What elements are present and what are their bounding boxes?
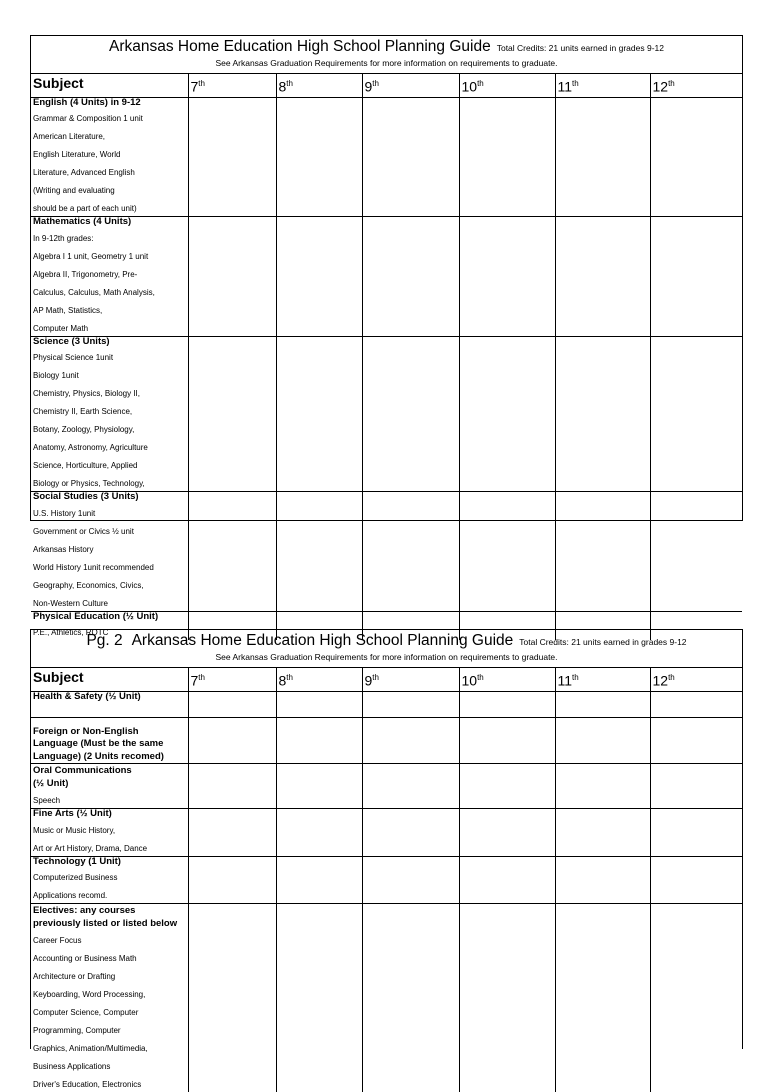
planning-guide-page-1: [30, 35, 743, 638]
grade-header: 7th: [188, 668, 276, 691]
grade-header: 8th: [276, 668, 362, 691]
table-row: [31, 217, 742, 337]
subject-cell: Science (3 Units) Physical Science 1unit Biology 1unit Chemistry, Physics, Biology II, Chemistry II, Earth Science, Botany, Zoology, Physiology, Anatomy, Astronomy, Agriculture Science, Horticulture, Applied Biology or Physics, Technology,: [31, 336, 188, 492]
grade-entry-cell[interactable]: [362, 217, 459, 337]
grade-entry-cell[interactable]: [362, 492, 459, 612]
grade-header: 11th: [555, 74, 650, 97]
subject-header: Subject: [31, 74, 188, 97]
table-row: [31, 809, 742, 857]
grade-entry-cell[interactable]: [276, 809, 362, 857]
grade-entry-cell[interactable]: [459, 217, 555, 337]
grade-entry-cell[interactable]: [555, 217, 650, 337]
grade-entry-cell[interactable]: [188, 217, 276, 337]
grade-entry-cell[interactable]: [555, 764, 650, 809]
grade-entry-cell[interactable]: [650, 97, 742, 217]
grade-header: 12th: [650, 668, 742, 691]
planning-guide-page-2: [30, 629, 743, 1090]
grade-header: 9th: [362, 668, 459, 691]
grade-entry-cell[interactable]: [555, 856, 650, 904]
table-row: [31, 717, 742, 764]
subject-cell: Foreign or Non-English Language (Must be the same Language) (2 Units recomed): [31, 717, 188, 764]
grade-entry-cell[interactable]: [459, 764, 555, 809]
table-header-row: [31, 74, 742, 97]
grade-entry-cell[interactable]: [188, 764, 276, 809]
grade-entry-cell[interactable]: [459, 856, 555, 904]
table-row: [31, 764, 742, 809]
grade-entry-cell[interactable]: [459, 97, 555, 217]
grade-entry-cell[interactable]: [459, 904, 555, 1092]
grade-header: 12th: [650, 74, 742, 97]
grade-entry-cell[interactable]: [276, 717, 362, 764]
grade-entry-cell[interactable]: [188, 809, 276, 857]
grade-entry-cell[interactable]: [555, 492, 650, 612]
grade-entry-cell[interactable]: [650, 717, 742, 764]
grade-entry-cell[interactable]: [555, 809, 650, 857]
grade-entry-cell[interactable]: [650, 809, 742, 857]
table-row: [31, 904, 742, 1092]
grade-entry-cell[interactable]: [459, 691, 555, 717]
page-subtitle: See Arkansas Graduation Requirements for more information on requirements to graduate.: [215, 652, 558, 662]
grade-entry-cell[interactable]: [362, 97, 459, 217]
grade-entry-cell[interactable]: [188, 856, 276, 904]
grade-entry-cell[interactable]: [188, 492, 276, 612]
table-row: [31, 492, 742, 612]
grade-entry-cell[interactable]: [188, 717, 276, 764]
grade-entry-cell[interactable]: [362, 904, 459, 1092]
grade-entry-cell[interactable]: [276, 856, 362, 904]
grade-header: 10th: [459, 74, 555, 97]
subject-cell: Health & Safety (½ Unit): [31, 691, 188, 717]
grade-entry-cell[interactable]: [188, 904, 276, 1092]
table-row: [31, 691, 742, 717]
planning-table: [31, 74, 742, 640]
grade-entry-cell[interactable]: [650, 856, 742, 904]
table-row: [31, 97, 742, 217]
grade-entry-cell[interactable]: [276, 336, 362, 492]
grade-header: 8th: [276, 74, 362, 97]
page-number: Pg. 2: [86, 632, 123, 649]
grade-header: 11th: [555, 668, 650, 691]
subject-cell: Technology (1 Unit) Computerized Business Applications recomd.: [31, 856, 188, 904]
grade-entry-cell[interactable]: [555, 97, 650, 217]
grade-entry-cell[interactable]: [555, 691, 650, 717]
page-title: Arkansas Home Education High School Planning Guide: [131, 632, 514, 649]
grade-entry-cell[interactable]: [650, 336, 742, 492]
grade-entry-cell[interactable]: [362, 809, 459, 857]
subject-cell: Social Studies (3 Units) U.S. History 1unit Government or Civics ½ unit Arkansas History World History 1unit recommended Geography, Economics, Civics, Non-Western Culture: [31, 492, 188, 612]
grade-entry-cell[interactable]: [459, 492, 555, 612]
subject-cell: Mathematics (4 Units) In 9-12th grades: Algebra I 1 unit, Geometry 1 unit Algebra II, Trigonometry, Pre- Calculus, Calculus, Math Analysis, AP Math, Statistics, Computer Math: [31, 217, 188, 337]
grade-header: 7th: [188, 74, 276, 97]
grade-header: 9th: [362, 74, 459, 97]
grade-entry-cell[interactable]: [362, 336, 459, 492]
grade-entry-cell[interactable]: [650, 904, 742, 1092]
subject-cell: English (4 Units) in 9-12 Grammar & Composition 1 unit American Literature, English Literature, World Literature, Advanced English (Writing and evaluating should be a part of each unit): [31, 97, 188, 217]
grade-entry-cell[interactable]: [276, 764, 362, 809]
grade-entry-cell[interactable]: [188, 336, 276, 492]
grade-entry-cell[interactable]: [362, 856, 459, 904]
grade-entry-cell[interactable]: [650, 492, 742, 612]
grade-entry-cell[interactable]: [276, 492, 362, 612]
grade-entry-cell[interactable]: [276, 97, 362, 217]
grade-entry-cell[interactable]: [555, 717, 650, 764]
grade-entry-cell[interactable]: [276, 904, 362, 1092]
grade-entry-cell[interactable]: [555, 336, 650, 492]
subject-cell: Fine Arts (½ Unit) Music or Music History, Art or Art History, Drama, Dance: [31, 809, 188, 857]
grade-entry-cell[interactable]: [650, 691, 742, 717]
total-credits: Total Credits: 21 units earned in grades 9-12: [496, 43, 664, 53]
table-header-row: [31, 668, 742, 691]
table-row: [31, 336, 742, 492]
table-row: [31, 856, 742, 904]
grade-entry-cell[interactable]: [459, 717, 555, 764]
subject-cell: Physical Education (½ Unit) P.E., Athletics, ROTC: [31, 611, 188, 640]
page-header: [31, 36, 742, 74]
grade-entry-cell[interactable]: [362, 764, 459, 809]
page-title: Arkansas Home Education High School Planning Guide: [109, 38, 491, 55]
grade-header: 10th: [459, 668, 555, 691]
subject-cell: Electives: any courses previously listed or listed below Career Focus Accounting or Business Math Architecture or Drafting Keyboarding, Word Processing, Computer Science, Computer Programming, Computer Graphics, Animation/Multimedia, Business Applications Driver's Education, Electronics: [31, 904, 188, 1092]
grade-entry-cell[interactable]: [188, 691, 276, 717]
grade-entry-cell[interactable]: [362, 691, 459, 717]
subject-cell: Oral Communications (½ Unit) Speech: [31, 764, 188, 809]
grade-entry-cell[interactable]: [276, 217, 362, 337]
page-subtitle: See Arkansas Graduation Requirements for more information on requirements to graduate.: [215, 58, 558, 68]
grade-entry-cell[interactable]: [459, 336, 555, 492]
grade-entry-cell[interactable]: [276, 691, 362, 717]
grade-entry-cell[interactable]: [650, 217, 742, 337]
subject-header: Subject: [31, 668, 188, 691]
planning-table: [31, 668, 742, 1092]
grade-entry-cell[interactable]: [362, 717, 459, 764]
grade-entry-cell[interactable]: [459, 809, 555, 857]
total-credits: Total Credits: 21 units earned in grades 9-12: [519, 637, 687, 647]
page-header: [31, 630, 742, 668]
grade-entry-cell[interactable]: [188, 97, 276, 217]
grade-entry-cell[interactable]: [650, 764, 742, 809]
grade-entry-cell[interactable]: [555, 904, 650, 1092]
